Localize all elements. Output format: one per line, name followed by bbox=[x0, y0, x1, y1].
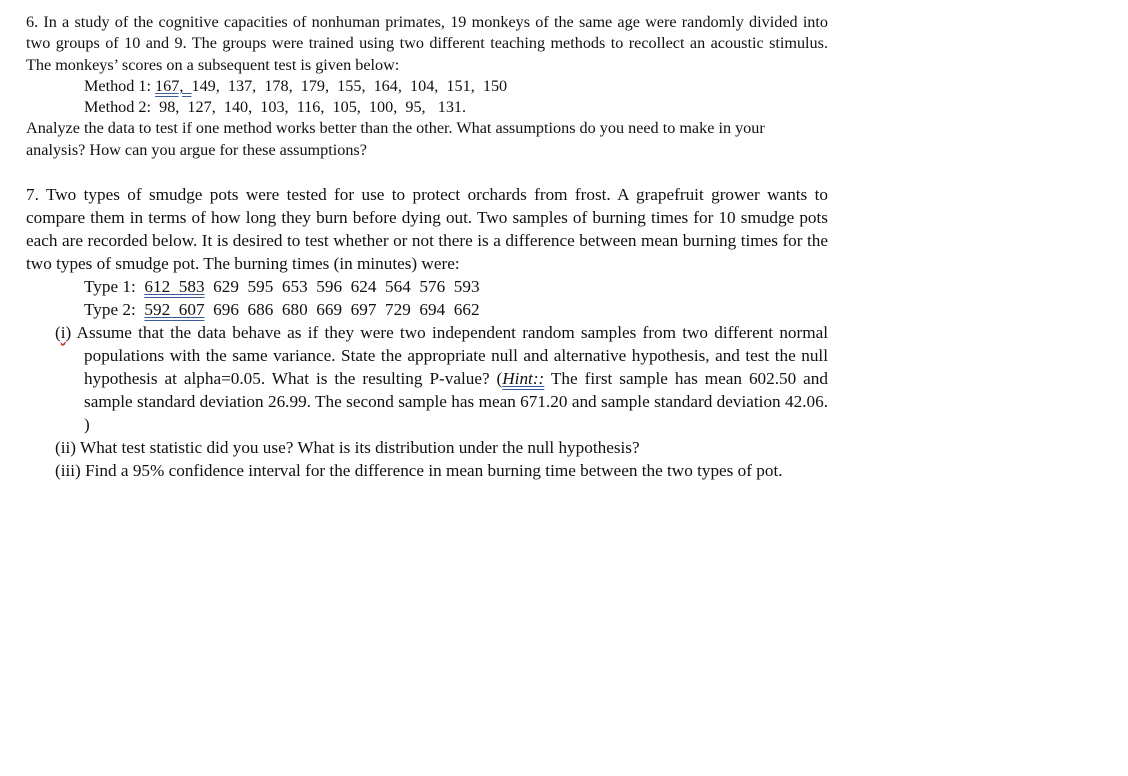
type-1-first-values: 612 583 bbox=[144, 277, 205, 296]
hint-label: Hint:: bbox=[502, 369, 545, 388]
part-ii: (ii) What test statistic did you use? What is its distribution under the null hypothesis? bbox=[55, 438, 640, 457]
part-i bbox=[26, 321, 828, 436]
problem-6 bbox=[26, 12, 828, 161]
type-2-values: 696 686 680 669 697 729 694 662 bbox=[204, 300, 480, 319]
part-i-hint-text: The first sample has mean 602.50 and sample standard deviation 26.99. The second sample has mean 671.20 and sample standard deviation 42.06. ) bbox=[84, 369, 828, 434]
method-2-values: 98, 127, 140, 103, 116, 105, 100, 95, 131. bbox=[159, 98, 467, 117]
method-2-label: Method 2: bbox=[84, 98, 160, 117]
problem-7 bbox=[26, 183, 828, 482]
method-1-first-value: 167, bbox=[155, 76, 192, 95]
type-2-label: Type 2: bbox=[84, 300, 145, 319]
method-2-scores bbox=[26, 97, 828, 118]
type-2-first-values: 592 607 bbox=[144, 300, 205, 319]
part-i-text: ) Assume that the data behave as if they were two independent random samples from two different normal populations with the same variance. State the appropriate null and alternative hypothesis, and test the null hypothesis at alpha=0.05. What is the resulting P-value? ( bbox=[65, 323, 828, 388]
type-1-times bbox=[26, 275, 828, 298]
problem-6-question: Analyze the data to test if one method works better than the other. What assumptions do you need to make in your analysis? How can you argue for these assumptions? bbox=[26, 119, 765, 159]
method-1-values: 149, 137, 178, 179, 155, 164, 104, 151, 150 bbox=[191, 76, 508, 95]
type-1-values: 629 595 653 596 624 564 576 593 bbox=[204, 277, 480, 296]
type-2-times bbox=[26, 298, 828, 321]
method-1-label: Method 1: bbox=[84, 76, 156, 95]
part-i-open-paren: ( bbox=[55, 323, 61, 342]
part-i-numeral: i bbox=[60, 323, 66, 342]
method-1-scores bbox=[26, 76, 828, 97]
problem-7-intro: 7. Two types of smudge pots were tested for use to protect orchards from frost. A grapefruit grower wants to compare them in terms of how long they burn before dying out. Two samples of burning times for 10 smudge pots each are recorded below. It is desired to test whether or not there is a difference between mean burning times for the two types of smudge pot. The burning times (in minutes) were: bbox=[26, 185, 828, 273]
problem-6-intro: 6. In a study of the cognitive capacities of nonhuman primates, 19 monkeys of the same age were randomly divided into two groups of 10 and 9. The groups were trained using two different teaching methods to recollect an acoustic stimulus. The monkeys’ scores on a subsequent test is given below: bbox=[26, 13, 828, 74]
type-1-label: Type 1: bbox=[84, 277, 145, 296]
part-iii: (iii) Find a 95% confidence interval for the difference in mean burning time between the two types of pot. bbox=[55, 461, 783, 480]
